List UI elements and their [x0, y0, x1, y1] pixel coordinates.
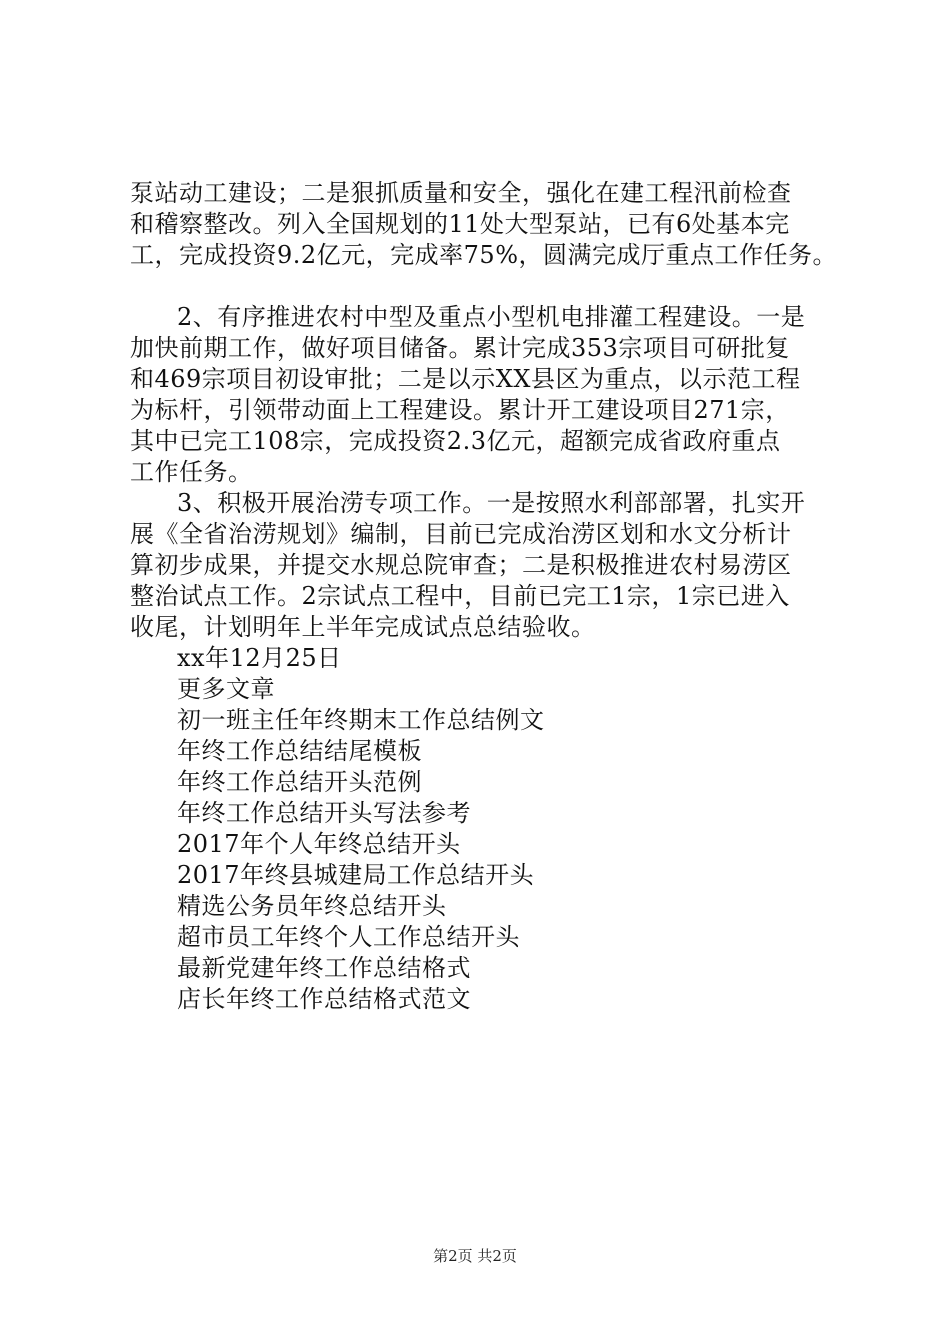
related-article-link[interactable]: 店长年终工作总结格式范文: [177, 985, 471, 1013]
paragraph-spacer: [130, 271, 850, 302]
text-line: 为标杆，引领带动面上工程建设。累计开工建设项目271宗，: [130, 396, 790, 424]
related-article-link[interactable]: 年终工作总结开头范例: [177, 768, 422, 796]
text-line: 工，完成投资9.2亿元，完成率75%，圆满完成厅重点工作任务。: [130, 241, 838, 269]
paragraph-2: [130, 302, 850, 488]
document-body: [130, 178, 850, 1015]
paragraph-3: [130, 488, 850, 643]
text-line: 加快前期工作，做好项目储备。累计完成353宗项目可研批复: [130, 334, 790, 362]
more-articles-heading: 更多文章: [177, 675, 275, 703]
text-line: 整治试点工作。2宗试点工程中，目前已完工1宗，1宗已进入: [130, 582, 790, 610]
text-line: 泵站动工建设；二是狠抓质量和安全，强化在建工程汛前检查: [130, 179, 792, 207]
text-line: 2、有序推进农村中型及重点小型机电排灌工程建设。一是: [177, 303, 806, 331]
related-article-link[interactable]: 初一班主任年终期末工作总结例文: [177, 706, 545, 734]
related-articles-list: [130, 705, 850, 1015]
related-article-link[interactable]: 年终工作总结结尾模板: [177, 737, 422, 765]
related-article-link[interactable]: 2017年个人年终总结开头: [177, 830, 461, 858]
text-line: 和469宗项目初设审批；二是以示XX县区为重点，以示范工程: [130, 365, 801, 393]
text-line: 其中已完工108宗，完成投资2.3亿元，超额完成省政府重点: [130, 427, 781, 455]
text-line: 工作任务。: [130, 458, 253, 486]
text-line: 展《全省治涝规划》编制，目前已完成治涝区划和水文分析计: [130, 520, 792, 548]
related-article-link[interactable]: 年终工作总结开头写法参考: [177, 799, 471, 827]
related-article-link[interactable]: 2017年终县城建局工作总结开头: [177, 861, 535, 889]
text-line: 算初步成果，并提交水规总院审查；二是积极推进农村易涝区: [130, 551, 792, 579]
page-footer: 第2页 共2页: [433, 1247, 517, 1265]
text-line: 和稽察整改。列入全国规划的11处大型泵站，已有6处基本完: [130, 210, 790, 238]
document-date: xx年12月25日: [177, 644, 342, 672]
paragraph-1: [130, 178, 850, 271]
related-article-link[interactable]: 精选公务员年终总结开头: [177, 892, 447, 920]
related-article-link[interactable]: 超市员工年终个人工作总结开头: [177, 923, 520, 951]
text-line: 收尾，计划明年上半年完成试点总结验收。: [130, 613, 596, 641]
text-line: 3、积极开展治涝专项工作。一是按照水利部部署，扎实开: [177, 489, 806, 517]
related-article-link[interactable]: 最新党建年终工作总结格式: [177, 954, 471, 982]
